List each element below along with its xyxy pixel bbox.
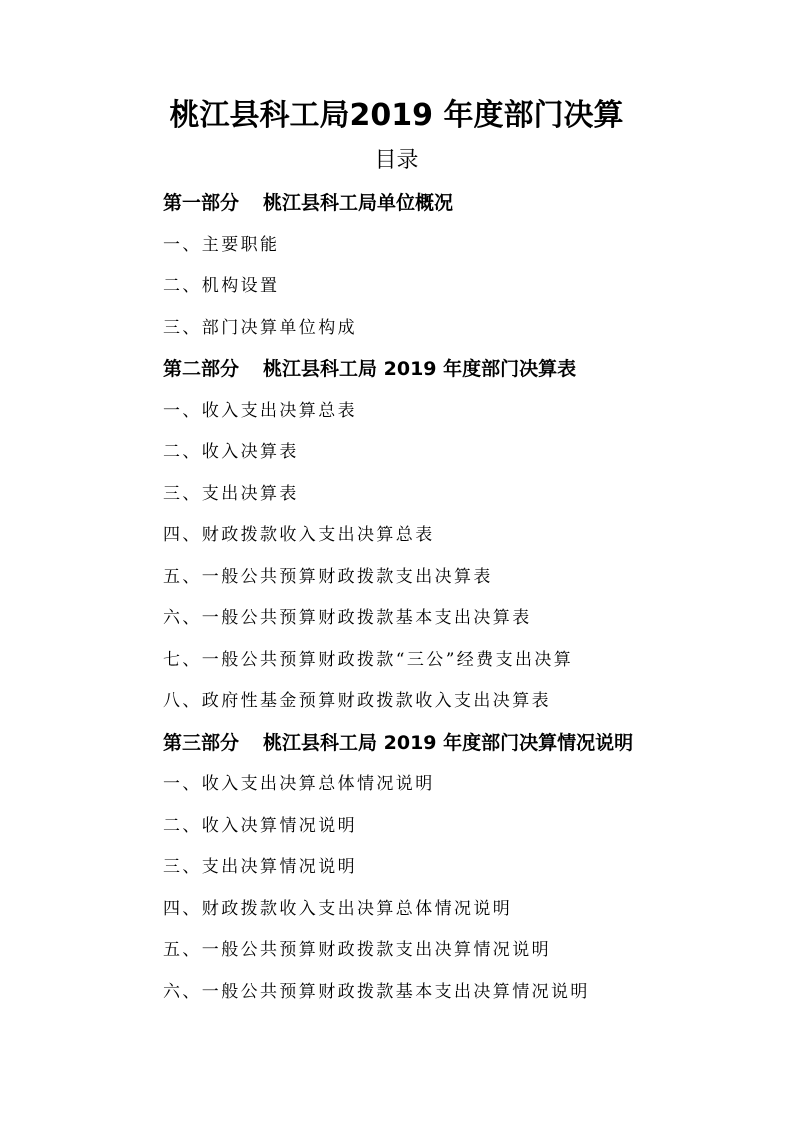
toc-item: 一、收入支出决算总表 [163, 400, 357, 421]
toc-item: 五、一般公共预算财政拨款支出决算表 [163, 566, 493, 587]
toc-item: 三、支出决算表 [163, 483, 299, 504]
part-1-title: 桃江县科工局单位概况 [263, 192, 454, 214]
toc-item: 六、一般公共预算财政拨款基本支出决算情况说明 [163, 981, 590, 1002]
toc-item: 三、部门决算单位构成 [163, 317, 357, 338]
table-of-contents [163, 187, 723, 1017]
part-3-number: 第三部分 [163, 731, 240, 754]
toc-item: 二、机构设置 [163, 276, 280, 296]
toc-item: 七、一般公共预算财政拨款“三公”经费支出决算 [163, 649, 574, 670]
toc-item: 三、支出决算情况说明 [163, 857, 357, 877]
part-2-number: 第二部分 [163, 358, 240, 380]
toc-item: 五、一般公共预算财政拨款支出决算情况说明 [163, 940, 551, 960]
toc-item: 一、主要职能 [163, 234, 280, 255]
part-1-number: 第一部分 [163, 192, 240, 214]
toc-part-2-heading [163, 353, 723, 395]
part-3-title: 桃江县科工局 2019 年度部门决算情况说明 [263, 731, 634, 754]
toc-part-1-heading [163, 187, 723, 229]
toc-item: 八、政府性基金预算财政拨款收入支出决算表 [163, 691, 551, 711]
toc-part-3-heading [163, 727, 723, 769]
toc-item: 二、收入决算情况说明 [163, 815, 357, 836]
toc-item: 四、财政拨款收入支出决算总体情况说明 [163, 898, 513, 919]
document-title: 桃江县科工局2019 年度部门决算 [169, 98, 624, 133]
toc-item: 四、财政拨款收入支出决算总表 [163, 525, 435, 545]
part-2-title: 桃江县科工局 2019 年度部门决算表 [263, 358, 577, 380]
toc-item: 一、收入支出决算总体情况说明 [163, 774, 435, 794]
toc-heading: 目录 [374, 148, 419, 173]
toc-item: 六、一般公共预算财政拨款基本支出决算表 [163, 608, 532, 628]
toc-item: 二、收入决算表 [163, 442, 299, 462]
